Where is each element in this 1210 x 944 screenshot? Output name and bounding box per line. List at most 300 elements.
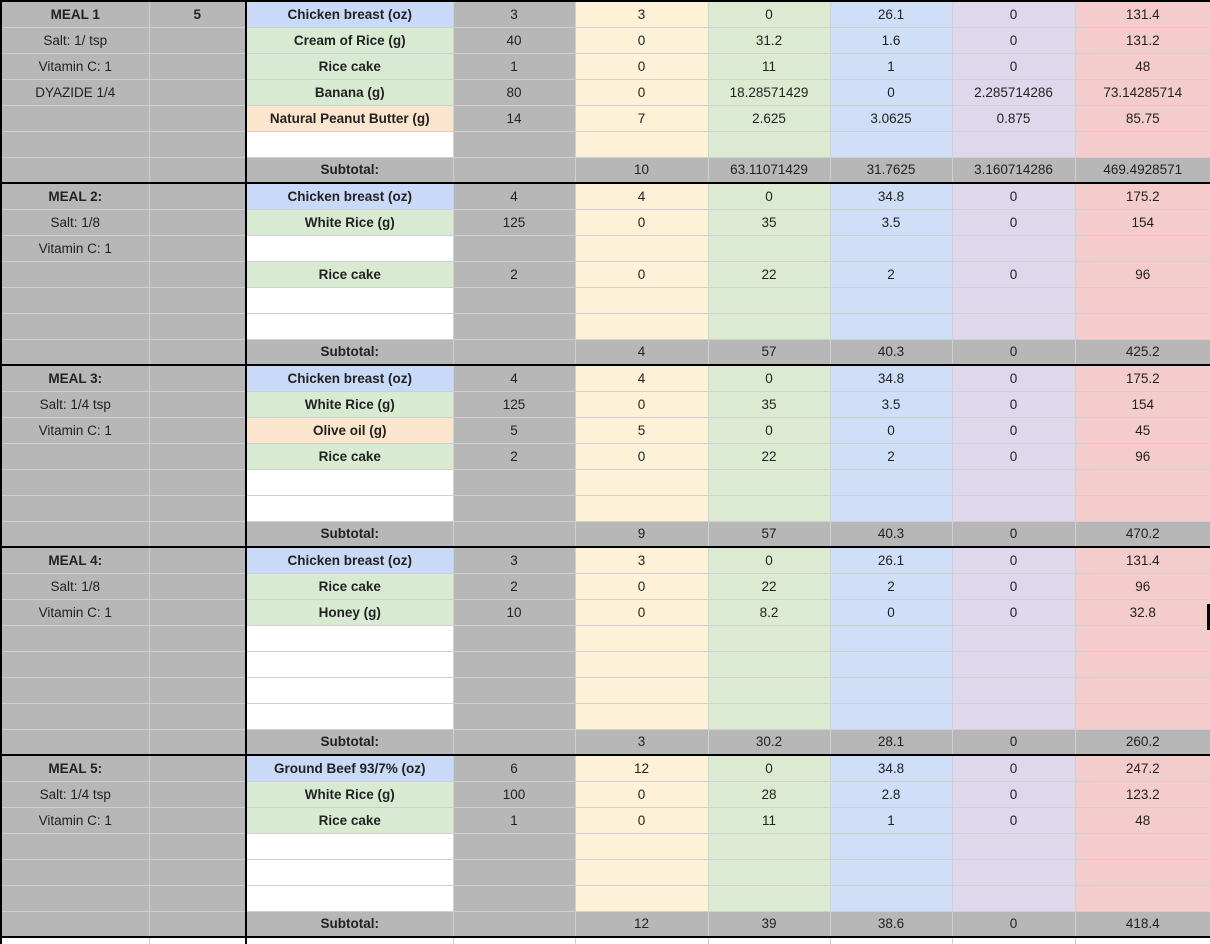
cell-r11-c2[interactable] bbox=[246, 287, 453, 313]
cell-r18-c3[interactable] bbox=[453, 469, 575, 495]
cell-r0-c5[interactable]: 0 bbox=[708, 1, 830, 27]
cell-r13-c8[interactable]: 425.2 bbox=[1075, 339, 1210, 365]
cell-r17-c2[interactable]: Rice cake bbox=[246, 443, 453, 469]
cell-r5-c3[interactable] bbox=[453, 131, 575, 157]
cell-r29-c0[interactable]: MEAL 5: bbox=[1, 755, 149, 781]
cell-r4-c6[interactable]: 3.0625 bbox=[830, 105, 952, 131]
cell-r4-c3[interactable]: 14 bbox=[453, 105, 575, 131]
cell-r27-c2[interactable] bbox=[246, 703, 453, 729]
cell-r1-c7[interactable]: 0 bbox=[952, 27, 1075, 53]
cell-r15-c6[interactable]: 3.5 bbox=[830, 391, 952, 417]
cell-r21-c8[interactable]: 131.4 bbox=[1075, 547, 1210, 573]
cell-r33-c0[interactable] bbox=[1, 859, 149, 885]
table-row[interactable] bbox=[1, 391, 1210, 417]
cell-r20-c1[interactable] bbox=[149, 521, 246, 547]
cell-r34-c7[interactable] bbox=[952, 885, 1075, 911]
cell-r27-c4[interactable] bbox=[575, 703, 708, 729]
cell-r28-c2[interactable]: Subtotal: bbox=[246, 729, 453, 755]
cell-r25-c7[interactable] bbox=[952, 651, 1075, 677]
cell-r35-c2[interactable]: Subtotal: bbox=[246, 911, 453, 937]
cell-r5-c1[interactable] bbox=[149, 131, 246, 157]
cell-r29-c6[interactable]: 34.8 bbox=[830, 755, 952, 781]
cell-r34-c3[interactable] bbox=[453, 885, 575, 911]
cell-r10-c1[interactable] bbox=[149, 261, 246, 287]
cell-r2-c3[interactable]: 1 bbox=[453, 53, 575, 79]
cell-r28-c1[interactable] bbox=[149, 729, 246, 755]
cell-r20-c5[interactable]: 57 bbox=[708, 521, 830, 547]
table-row[interactable] bbox=[1, 235, 1210, 261]
cell-r6-c8[interactable]: 469.4928571 bbox=[1075, 157, 1210, 183]
cell-r3-c8[interactable]: 73.14285714 bbox=[1075, 79, 1210, 105]
cell-r35-c5[interactable]: 39 bbox=[708, 911, 830, 937]
cell-r25-c6[interactable] bbox=[830, 651, 952, 677]
cell-r25-c8[interactable] bbox=[1075, 651, 1210, 677]
cell-r3-c7[interactable]: 2.285714286 bbox=[952, 79, 1075, 105]
table-row[interactable] bbox=[1, 131, 1210, 157]
cell-r11-c7[interactable] bbox=[952, 287, 1075, 313]
cell-r24-c0[interactable] bbox=[1, 625, 149, 651]
cell-r6-c4[interactable]: 10 bbox=[575, 157, 708, 183]
cell-r36-c2[interactable] bbox=[246, 937, 453, 944]
cell-r16-c0[interactable]: Vitamin C: 1 bbox=[1, 417, 149, 443]
cell-r0-c1[interactable]: 5 bbox=[149, 1, 246, 27]
cell-r11-c3[interactable] bbox=[453, 287, 575, 313]
cell-r36-c8[interactable] bbox=[1075, 937, 1210, 944]
cell-r27-c1[interactable] bbox=[149, 703, 246, 729]
cell-r10-c7[interactable]: 0 bbox=[952, 261, 1075, 287]
cell-r16-c7[interactable]: 0 bbox=[952, 417, 1075, 443]
cell-r8-c0[interactable]: Salt: 1/8 bbox=[1, 209, 149, 235]
cell-r1-c1[interactable] bbox=[149, 27, 246, 53]
cell-r5-c6[interactable] bbox=[830, 131, 952, 157]
cell-r20-c6[interactable]: 40.3 bbox=[830, 521, 952, 547]
cell-r30-c2[interactable]: White Rice (g) bbox=[246, 781, 453, 807]
cell-r24-c4[interactable] bbox=[575, 625, 708, 651]
cell-r23-c5[interactable]: 8.2 bbox=[708, 599, 830, 625]
cell-r9-c7[interactable] bbox=[952, 235, 1075, 261]
cell-r17-c8[interactable]: 96 bbox=[1075, 443, 1210, 469]
cell-r24-c2[interactable] bbox=[246, 625, 453, 651]
cell-r1-c2[interactable]: Cream of Rice (g) bbox=[246, 27, 453, 53]
cell-r34-c2[interactable] bbox=[246, 885, 453, 911]
cell-r11-c6[interactable] bbox=[830, 287, 952, 313]
cell-r28-c6[interactable]: 28.1 bbox=[830, 729, 952, 755]
cell-r7-c1[interactable] bbox=[149, 183, 246, 209]
cell-r27-c3[interactable] bbox=[453, 703, 575, 729]
cell-r27-c7[interactable] bbox=[952, 703, 1075, 729]
cell-r28-c7[interactable]: 0 bbox=[952, 729, 1075, 755]
subtotal-row[interactable] bbox=[1, 911, 1210, 937]
cell-r19-c8[interactable] bbox=[1075, 495, 1210, 521]
cell-r15-c8[interactable]: 154 bbox=[1075, 391, 1210, 417]
cell-r24-c6[interactable] bbox=[830, 625, 952, 651]
cell-r7-c7[interactable]: 0 bbox=[952, 183, 1075, 209]
cell-r7-c3[interactable]: 4 bbox=[453, 183, 575, 209]
cell-r19-c5[interactable] bbox=[708, 495, 830, 521]
cell-r23-c7[interactable]: 0 bbox=[952, 599, 1075, 625]
cell-r19-c0[interactable] bbox=[1, 495, 149, 521]
cell-r20-c3[interactable] bbox=[453, 521, 575, 547]
cell-r13-c7[interactable]: 0 bbox=[952, 339, 1075, 365]
cell-r23-c2[interactable]: Honey (g) bbox=[246, 599, 453, 625]
cell-r2-c2[interactable]: Rice cake bbox=[246, 53, 453, 79]
cell-r15-c4[interactable]: 0 bbox=[575, 391, 708, 417]
table-row[interactable] bbox=[1, 625, 1210, 651]
cell-r3-c2[interactable]: Banana (g) bbox=[246, 79, 453, 105]
table-row[interactable] bbox=[1, 755, 1210, 781]
cell-r8-c1[interactable] bbox=[149, 209, 246, 235]
cell-r10-c3[interactable]: 2 bbox=[453, 261, 575, 287]
cell-r17-c0[interactable] bbox=[1, 443, 149, 469]
cell-r10-c8[interactable]: 96 bbox=[1075, 261, 1210, 287]
cell-r6-c3[interactable] bbox=[453, 157, 575, 183]
cell-r9-c3[interactable] bbox=[453, 235, 575, 261]
cell-r17-c4[interactable]: 0 bbox=[575, 443, 708, 469]
cell-r26-c0[interactable] bbox=[1, 677, 149, 703]
cell-r10-c6[interactable]: 2 bbox=[830, 261, 952, 287]
cell-r33-c1[interactable] bbox=[149, 859, 246, 885]
cell-r13-c0[interactable] bbox=[1, 339, 149, 365]
cell-r12-c0[interactable] bbox=[1, 313, 149, 339]
cell-r8-c7[interactable]: 0 bbox=[952, 209, 1075, 235]
cell-r28-c0[interactable] bbox=[1, 729, 149, 755]
cell-r33-c4[interactable] bbox=[575, 859, 708, 885]
cell-r33-c8[interactable] bbox=[1075, 859, 1210, 885]
cell-r18-c5[interactable] bbox=[708, 469, 830, 495]
cell-r3-c6[interactable]: 0 bbox=[830, 79, 952, 105]
cell-r19-c6[interactable] bbox=[830, 495, 952, 521]
cell-r26-c5[interactable] bbox=[708, 677, 830, 703]
cell-r12-c5[interactable] bbox=[708, 313, 830, 339]
cell-r2-c8[interactable]: 48 bbox=[1075, 53, 1210, 79]
cell-r27-c8[interactable] bbox=[1075, 703, 1210, 729]
cell-r31-c0[interactable]: Vitamin C: 1 bbox=[1, 807, 149, 833]
cell-r17-c5[interactable]: 22 bbox=[708, 443, 830, 469]
cell-r4-c4[interactable]: 7 bbox=[575, 105, 708, 131]
cell-r25-c3[interactable] bbox=[453, 651, 575, 677]
cell-r7-c2[interactable]: Chicken breast (oz) bbox=[246, 183, 453, 209]
cell-r22-c0[interactable]: Salt: 1/8 bbox=[1, 573, 149, 599]
cell-r25-c2[interactable] bbox=[246, 651, 453, 677]
table-row[interactable] bbox=[1, 599, 1210, 625]
cell-r12-c2[interactable] bbox=[246, 313, 453, 339]
cell-r4-c1[interactable] bbox=[149, 105, 246, 131]
cell-r6-c1[interactable] bbox=[149, 157, 246, 183]
cell-r35-c7[interactable]: 0 bbox=[952, 911, 1075, 937]
cell-r0-c2[interactable]: Chicken breast (oz) bbox=[246, 1, 453, 27]
cell-r33-c2[interactable] bbox=[246, 859, 453, 885]
cell-r32-c3[interactable] bbox=[453, 833, 575, 859]
cell-r17-c1[interactable] bbox=[149, 443, 246, 469]
cell-r8-c5[interactable]: 35 bbox=[708, 209, 830, 235]
cell-r33-c6[interactable] bbox=[830, 859, 952, 885]
cell-r32-c8[interactable] bbox=[1075, 833, 1210, 859]
table-row[interactable] bbox=[1, 937, 1210, 944]
cell-r20-c8[interactable]: 470.2 bbox=[1075, 521, 1210, 547]
cell-r20-c0[interactable] bbox=[1, 521, 149, 547]
cell-r14-c2[interactable]: Chicken breast (oz) bbox=[246, 365, 453, 391]
cell-r4-c7[interactable]: 0.875 bbox=[952, 105, 1075, 131]
cell-r9-c5[interactable] bbox=[708, 235, 830, 261]
table-row[interactable] bbox=[1, 495, 1210, 521]
cell-r25-c5[interactable] bbox=[708, 651, 830, 677]
cell-r9-c8[interactable] bbox=[1075, 235, 1210, 261]
table-row[interactable] bbox=[1, 209, 1210, 235]
cell-r35-c6[interactable]: 38.6 bbox=[830, 911, 952, 937]
cell-r21-c1[interactable] bbox=[149, 547, 246, 573]
table-row[interactable] bbox=[1, 651, 1210, 677]
cell-r7-c4[interactable]: 4 bbox=[575, 183, 708, 209]
cell-r11-c5[interactable] bbox=[708, 287, 830, 313]
cell-r2-c5[interactable]: 11 bbox=[708, 53, 830, 79]
cell-r29-c8[interactable]: 247.2 bbox=[1075, 755, 1210, 781]
cell-r34-c4[interactable] bbox=[575, 885, 708, 911]
cell-r1-c4[interactable]: 0 bbox=[575, 27, 708, 53]
cell-r26-c4[interactable] bbox=[575, 677, 708, 703]
cell-r31-c5[interactable]: 11 bbox=[708, 807, 830, 833]
cell-r32-c2[interactable] bbox=[246, 833, 453, 859]
cell-r11-c8[interactable] bbox=[1075, 287, 1210, 313]
cell-r14-c0[interactable]: MEAL 3: bbox=[1, 365, 149, 391]
cell-r6-c7[interactable]: 3.160714286 bbox=[952, 157, 1075, 183]
cell-r34-c8[interactable] bbox=[1075, 885, 1210, 911]
cell-r32-c4[interactable] bbox=[575, 833, 708, 859]
cell-r12-c7[interactable] bbox=[952, 313, 1075, 339]
cell-r21-c0[interactable]: MEAL 4: bbox=[1, 547, 149, 573]
cell-r15-c7[interactable]: 0 bbox=[952, 391, 1075, 417]
cell-r30-c3[interactable]: 100 bbox=[453, 781, 575, 807]
table-row[interactable] bbox=[1, 53, 1210, 79]
cell-r3-c0[interactable]: DYAZIDE 1/4 bbox=[1, 79, 149, 105]
cell-r9-c2[interactable] bbox=[246, 235, 453, 261]
cell-r29-c4[interactable]: 12 bbox=[575, 755, 708, 781]
cell-r16-c8[interactable]: 45 bbox=[1075, 417, 1210, 443]
cell-r9-c1[interactable] bbox=[149, 235, 246, 261]
table-row[interactable] bbox=[1, 859, 1210, 885]
cell-r29-c1[interactable] bbox=[149, 755, 246, 781]
cell-r21-c2[interactable]: Chicken breast (oz) bbox=[246, 547, 453, 573]
cell-r29-c2[interactable]: Ground Beef 93/7% (oz) bbox=[246, 755, 453, 781]
cell-r30-c7[interactable]: 0 bbox=[952, 781, 1075, 807]
cell-r8-c4[interactable]: 0 bbox=[575, 209, 708, 235]
cell-r16-c3[interactable]: 5 bbox=[453, 417, 575, 443]
cell-r32-c5[interactable] bbox=[708, 833, 830, 859]
cell-r1-c6[interactable]: 1.6 bbox=[830, 27, 952, 53]
cell-r4-c5[interactable]: 2.625 bbox=[708, 105, 830, 131]
cell-r30-c8[interactable]: 123.2 bbox=[1075, 781, 1210, 807]
cell-r3-c1[interactable] bbox=[149, 79, 246, 105]
cell-r2-c6[interactable]: 1 bbox=[830, 53, 952, 79]
cell-r1-c3[interactable]: 40 bbox=[453, 27, 575, 53]
cell-r18-c7[interactable] bbox=[952, 469, 1075, 495]
cell-r16-c4[interactable]: 5 bbox=[575, 417, 708, 443]
cell-r6-c5[interactable]: 63.11071429 bbox=[708, 157, 830, 183]
cell-r28-c3[interactable] bbox=[453, 729, 575, 755]
cell-r6-c6[interactable]: 31.7625 bbox=[830, 157, 952, 183]
cell-r13-c5[interactable]: 57 bbox=[708, 339, 830, 365]
table-row[interactable] bbox=[1, 313, 1210, 339]
cell-r7-c0[interactable]: MEAL 2: bbox=[1, 183, 149, 209]
cell-r23-c8[interactable]: 32.8 bbox=[1075, 599, 1210, 625]
cell-r15-c0[interactable]: Salt: 1/4 tsp bbox=[1, 391, 149, 417]
cell-r14-c1[interactable] bbox=[149, 365, 246, 391]
cell-r21-c3[interactable]: 3 bbox=[453, 547, 575, 573]
subtotal-row[interactable] bbox=[1, 157, 1210, 183]
cell-r15-c3[interactable]: 125 bbox=[453, 391, 575, 417]
cell-r22-c1[interactable] bbox=[149, 573, 246, 599]
cell-r13-c4[interactable]: 4 bbox=[575, 339, 708, 365]
cell-r15-c2[interactable]: White Rice (g) bbox=[246, 391, 453, 417]
cell-r5-c0[interactable] bbox=[1, 131, 149, 157]
cell-r33-c3[interactable] bbox=[453, 859, 575, 885]
cell-r23-c0[interactable]: Vitamin C: 1 bbox=[1, 599, 149, 625]
cell-r15-c1[interactable] bbox=[149, 391, 246, 417]
table-row[interactable] bbox=[1, 1, 1210, 27]
cell-r35-c0[interactable] bbox=[1, 911, 149, 937]
cell-r23-c3[interactable]: 10 bbox=[453, 599, 575, 625]
cell-r34-c6[interactable] bbox=[830, 885, 952, 911]
cell-r26-c7[interactable] bbox=[952, 677, 1075, 703]
cell-r11-c0[interactable] bbox=[1, 287, 149, 313]
cell-r18-c2[interactable] bbox=[246, 469, 453, 495]
cell-r2-c4[interactable]: 0 bbox=[575, 53, 708, 79]
cell-r8-c2[interactable]: White Rice (g) bbox=[246, 209, 453, 235]
cell-r26-c2[interactable] bbox=[246, 677, 453, 703]
cell-r16-c5[interactable]: 0 bbox=[708, 417, 830, 443]
cell-r16-c6[interactable]: 0 bbox=[830, 417, 952, 443]
cell-r0-c7[interactable]: 0 bbox=[952, 1, 1075, 27]
table-row[interactable] bbox=[1, 261, 1210, 287]
cell-r22-c2[interactable]: Rice cake bbox=[246, 573, 453, 599]
cell-r31-c2[interactable]: Rice cake bbox=[246, 807, 453, 833]
cell-r31-c4[interactable]: 0 bbox=[575, 807, 708, 833]
cell-r0-c3[interactable]: 3 bbox=[453, 1, 575, 27]
cell-r25-c0[interactable] bbox=[1, 651, 149, 677]
cell-r35-c4[interactable]: 12 bbox=[575, 911, 708, 937]
table-row[interactable] bbox=[1, 573, 1210, 599]
cell-r17-c7[interactable]: 0 bbox=[952, 443, 1075, 469]
subtotal-row[interactable] bbox=[1, 521, 1210, 547]
cell-r29-c7[interactable]: 0 bbox=[952, 755, 1075, 781]
cell-r36-c1[interactable] bbox=[149, 937, 246, 944]
table-row[interactable] bbox=[1, 27, 1210, 53]
cell-r18-c6[interactable] bbox=[830, 469, 952, 495]
cell-r21-c7[interactable]: 0 bbox=[952, 547, 1075, 573]
cell-r0-c6[interactable]: 26.1 bbox=[830, 1, 952, 27]
cell-r13-c1[interactable] bbox=[149, 339, 246, 365]
cell-r31-c1[interactable] bbox=[149, 807, 246, 833]
cell-r0-c0[interactable]: MEAL 1 bbox=[1, 1, 149, 27]
cell-r36-c6[interactable] bbox=[830, 937, 952, 944]
cell-r5-c4[interactable] bbox=[575, 131, 708, 157]
cell-r31-c6[interactable]: 1 bbox=[830, 807, 952, 833]
cell-r14-c5[interactable]: 0 bbox=[708, 365, 830, 391]
cell-r36-c4[interactable] bbox=[575, 937, 708, 944]
cell-r8-c6[interactable]: 3.5 bbox=[830, 209, 952, 235]
cell-r21-c4[interactable]: 3 bbox=[575, 547, 708, 573]
cell-r24-c7[interactable] bbox=[952, 625, 1075, 651]
cell-r32-c7[interactable] bbox=[952, 833, 1075, 859]
table-row[interactable] bbox=[1, 365, 1210, 391]
cell-r24-c8[interactable] bbox=[1075, 625, 1210, 651]
cell-r4-c0[interactable] bbox=[1, 105, 149, 131]
cell-r22-c3[interactable]: 2 bbox=[453, 573, 575, 599]
cell-r24-c1[interactable] bbox=[149, 625, 246, 651]
cell-r24-c3[interactable] bbox=[453, 625, 575, 651]
cell-r5-c5[interactable] bbox=[708, 131, 830, 157]
table-row[interactable] bbox=[1, 417, 1210, 443]
cell-r28-c8[interactable]: 260.2 bbox=[1075, 729, 1210, 755]
cell-r5-c7[interactable] bbox=[952, 131, 1075, 157]
cell-r16-c2[interactable]: Olive oil (g) bbox=[246, 417, 453, 443]
cell-r35-c8[interactable]: 418.4 bbox=[1075, 911, 1210, 937]
cell-r20-c7[interactable]: 0 bbox=[952, 521, 1075, 547]
cell-r13-c2[interactable]: Subtotal: bbox=[246, 339, 453, 365]
cell-r17-c6[interactable]: 2 bbox=[830, 443, 952, 469]
cell-r18-c4[interactable] bbox=[575, 469, 708, 495]
table-row[interactable] bbox=[1, 469, 1210, 495]
cell-r36-c3[interactable] bbox=[453, 937, 575, 944]
cell-r19-c1[interactable] bbox=[149, 495, 246, 521]
cell-r12-c8[interactable] bbox=[1075, 313, 1210, 339]
cell-r26-c8[interactable] bbox=[1075, 677, 1210, 703]
cell-r23-c6[interactable]: 0 bbox=[830, 599, 952, 625]
cell-r30-c4[interactable]: 0 bbox=[575, 781, 708, 807]
cell-r26-c3[interactable] bbox=[453, 677, 575, 703]
cell-r27-c0[interactable] bbox=[1, 703, 149, 729]
table-row[interactable] bbox=[1, 833, 1210, 859]
cell-r5-c8[interactable] bbox=[1075, 131, 1210, 157]
cell-r10-c4[interactable]: 0 bbox=[575, 261, 708, 287]
cell-r10-c5[interactable]: 22 bbox=[708, 261, 830, 287]
cell-r35-c3[interactable] bbox=[453, 911, 575, 937]
cell-r14-c7[interactable]: 0 bbox=[952, 365, 1075, 391]
cell-r1-c8[interactable]: 131.2 bbox=[1075, 27, 1210, 53]
cell-r32-c6[interactable] bbox=[830, 833, 952, 859]
table-row[interactable] bbox=[1, 807, 1210, 833]
cell-r9-c4[interactable] bbox=[575, 235, 708, 261]
subtotal-row[interactable] bbox=[1, 729, 1210, 755]
table-row[interactable] bbox=[1, 547, 1210, 573]
cell-r36-c5[interactable] bbox=[708, 937, 830, 944]
cell-r2-c7[interactable]: 0 bbox=[952, 53, 1075, 79]
cell-r26-c6[interactable] bbox=[830, 677, 952, 703]
cell-r4-c2[interactable]: Natural Peanut Butter (g) bbox=[246, 105, 453, 131]
cell-r7-c8[interactable]: 175.2 bbox=[1075, 183, 1210, 209]
cell-r8-c3[interactable]: 125 bbox=[453, 209, 575, 235]
cell-r5-c2[interactable] bbox=[246, 131, 453, 157]
table-row[interactable] bbox=[1, 79, 1210, 105]
cell-r12-c6[interactable] bbox=[830, 313, 952, 339]
cell-r33-c5[interactable] bbox=[708, 859, 830, 885]
cell-r2-c0[interactable]: Vitamin C: 1 bbox=[1, 53, 149, 79]
cell-r20-c4[interactable]: 9 bbox=[575, 521, 708, 547]
cell-r12-c4[interactable] bbox=[575, 313, 708, 339]
cell-r14-c3[interactable]: 4 bbox=[453, 365, 575, 391]
cell-r11-c1[interactable] bbox=[149, 287, 246, 313]
cell-r36-c0[interactable] bbox=[1, 937, 149, 944]
cell-r0-c4[interactable]: 3 bbox=[575, 1, 708, 27]
cell-r32-c1[interactable] bbox=[149, 833, 246, 859]
cell-r29-c5[interactable]: 0 bbox=[708, 755, 830, 781]
cell-r15-c5[interactable]: 35 bbox=[708, 391, 830, 417]
cell-r23-c1[interactable] bbox=[149, 599, 246, 625]
cell-r33-c7[interactable] bbox=[952, 859, 1075, 885]
cell-r3-c4[interactable]: 0 bbox=[575, 79, 708, 105]
cell-r18-c1[interactable] bbox=[149, 469, 246, 495]
cell-r14-c6[interactable]: 34.8 bbox=[830, 365, 952, 391]
cell-r9-c0[interactable]: Vitamin C: 1 bbox=[1, 235, 149, 261]
